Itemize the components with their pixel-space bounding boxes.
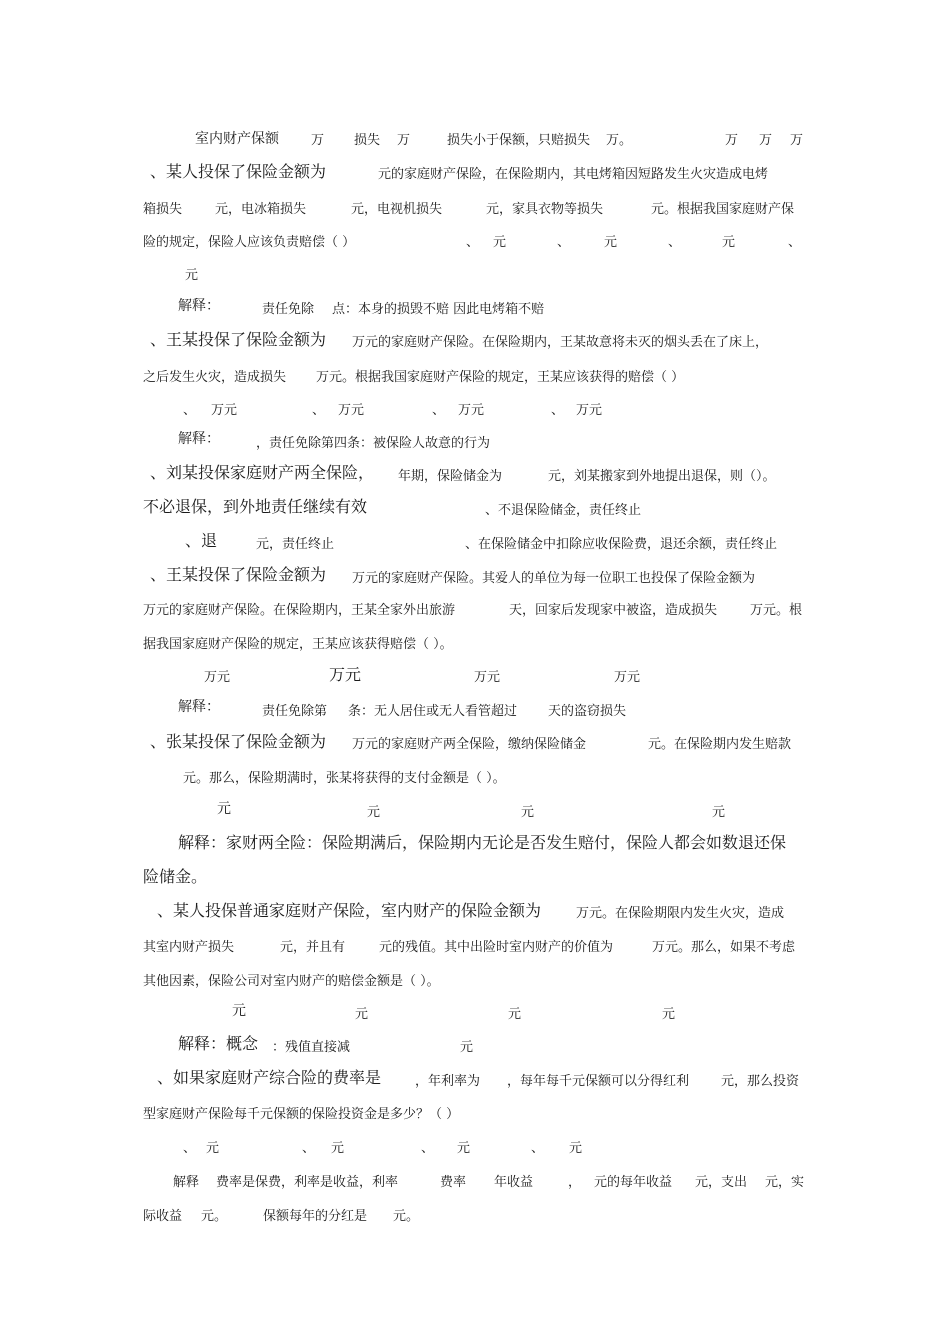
option-marker: 、 bbox=[551, 403, 565, 418]
option-text: 元 bbox=[206, 1141, 220, 1156]
doc-text: 元。那么，保险期满时，张某将获得的支付金额是（ ）。 bbox=[183, 771, 506, 786]
doc-text: 元，电视机损失 bbox=[351, 202, 443, 217]
doc-text: 元的每年收益 bbox=[594, 1175, 673, 1190]
doc-text: 责任免除 bbox=[262, 302, 315, 317]
option-text: 万元 bbox=[204, 670, 231, 685]
question-heading: 、刘某投保家庭财产两全保险， bbox=[150, 463, 375, 482]
question-heading: 、张某投保了保险金额为 bbox=[150, 732, 327, 751]
doc-text: 万。 bbox=[606, 133, 633, 148]
doc-text: 元。根据我国家庭财产保 bbox=[651, 202, 795, 217]
doc-text: 万 bbox=[397, 133, 411, 148]
doc-text: 万元的家庭财产保险。其爱人的单位为每一位职工也投保了保险金额为 bbox=[352, 571, 756, 586]
question-heading: 、如果家庭财产综合险的费率是 bbox=[157, 1068, 382, 1087]
option-text: 、退 bbox=[185, 531, 218, 550]
doc-text: 元 bbox=[460, 1040, 474, 1055]
doc-text: 据我国家庭财产保险的规定，王某应该获得赔偿（ ）。 bbox=[143, 637, 453, 652]
doc-text: 天的盗窃损失 bbox=[548, 704, 627, 719]
doc-text: ，责任免除第四条：被保险人故意的行为 bbox=[256, 436, 491, 451]
doc-text: 万 bbox=[311, 133, 325, 148]
doc-text: 其他因素，保险公司对室内财产的赔偿金额是（ ）。 bbox=[143, 974, 440, 989]
doc-text: 万元的家庭财产保险。在保险期内，王某故意将未灭的烟头丢在了床上， bbox=[352, 335, 769, 350]
doc-text: 费率 bbox=[440, 1175, 467, 1190]
option-text: 万元 bbox=[458, 403, 485, 418]
question-heading: 、王某投保了保险金额为 bbox=[150, 565, 327, 584]
doc-text: ，年利率为 bbox=[415, 1074, 481, 1089]
doc-text: ，每年每千元保额可以分得红利 bbox=[507, 1074, 690, 1089]
doc-text: 万元。在保险期限内发生火灾，造成 bbox=[576, 906, 785, 921]
doc-text: 之后发生火灾，造成损失 bbox=[143, 370, 287, 385]
doc-text: 万元。那么，如果不考虑 bbox=[652, 940, 796, 955]
doc-text: 元，那么投资 bbox=[721, 1074, 800, 1089]
doc-text: 条：无人居住或无人看管超过 bbox=[348, 704, 518, 719]
doc-text: 万 bbox=[725, 133, 739, 148]
option-text: 万元 bbox=[329, 665, 362, 684]
doc-text: 万元的家庭财产保险。在保险期内，王某全家外出旅游 bbox=[143, 603, 456, 618]
option-text: 元 bbox=[232, 1003, 246, 1019]
option-text: 万元 bbox=[211, 403, 238, 418]
doc-text: 元，支出 bbox=[695, 1175, 748, 1190]
option-marker: 、 bbox=[788, 235, 802, 250]
doc-text: 保额每年的分红是 bbox=[263, 1209, 368, 1224]
explanation-label: 解释： bbox=[178, 298, 220, 314]
doc-text: 元，刘某搬家到外地提出退保，则（）。 bbox=[548, 469, 776, 484]
option-text: 万元 bbox=[474, 670, 501, 685]
option-text: 万元 bbox=[614, 670, 641, 685]
option-text: 元 bbox=[604, 235, 618, 250]
option-text: 元 bbox=[457, 1141, 471, 1156]
doc-text: 元。 bbox=[393, 1209, 420, 1224]
explanation-label: 解释 bbox=[173, 1175, 200, 1190]
option-marker: 、 bbox=[432, 403, 446, 418]
doc-text: 元的家庭财产保险，在保险期内，其电烤箱因短路发生火灾造成电烤 bbox=[378, 167, 769, 182]
explanation-label: 解释： bbox=[178, 431, 220, 447]
option-text: 元 bbox=[508, 1007, 522, 1022]
option-text: 万元 bbox=[576, 403, 603, 418]
doc-text: ：残值直接减 bbox=[272, 1040, 351, 1055]
doc-text: 元的残值。其中出险时室内财产的价值为 bbox=[379, 940, 614, 955]
option-text: 不必退保，到外地责任继续有效 bbox=[143, 497, 368, 516]
option-marker: 、 bbox=[421, 1141, 435, 1156]
option-marker: 、 bbox=[183, 1141, 197, 1156]
doc-text: 型家庭财产保险每千元保额的保险投资金是多少？（ ） bbox=[143, 1107, 460, 1122]
option-text: 元 bbox=[355, 1007, 369, 1022]
option-text: 元 bbox=[185, 268, 199, 283]
option-marker: 、 bbox=[466, 235, 480, 250]
doc-text: 万元的家庭财产两全保险，缴纳保险储金 bbox=[352, 737, 587, 752]
doc-text: 际收益 bbox=[143, 1209, 183, 1224]
doc-text: 元，实 bbox=[765, 1175, 805, 1190]
doc-text: 损失 bbox=[354, 133, 381, 148]
doc-text: 箱损失 bbox=[143, 202, 183, 217]
option-text: 、不退保险储金，责任终止 bbox=[485, 503, 642, 518]
question-heading: 、某人投保普通家庭财产保险，室内财产的保险金额为 bbox=[157, 901, 542, 920]
option-text: 元，责任终止 bbox=[256, 537, 335, 552]
explanation-label: 解释：概念 bbox=[178, 1034, 259, 1053]
option-marker: 、 bbox=[302, 1141, 316, 1156]
option-marker: 、 bbox=[183, 403, 197, 418]
doc-text: 天，回家后发现家中被盗，造成损失 bbox=[509, 603, 718, 618]
option-text: 元 bbox=[217, 801, 231, 817]
option-text: 、在保险储金中扣除应收保险费，退还余额，责任终止 bbox=[465, 537, 778, 552]
explanation-text: 险储金。 bbox=[143, 867, 208, 886]
question-heading: 、某人投保了保险金额为 bbox=[150, 162, 327, 181]
option-marker: 、 bbox=[557, 235, 571, 250]
doc-text: 元，电冰箱损失 bbox=[215, 202, 307, 217]
doc-text: ， bbox=[568, 1175, 582, 1190]
option-text: 元 bbox=[331, 1141, 345, 1156]
doc-text: 年收益 bbox=[494, 1175, 534, 1190]
option-marker: 、 bbox=[668, 235, 682, 250]
option-text: 元 bbox=[722, 235, 736, 250]
doc-text: 元。 bbox=[201, 1209, 228, 1224]
doc-text: 元，家具衣物等损失 bbox=[486, 202, 604, 217]
doc-text: 万元。根据我国家庭财产保险的规定，王某应该获得的赔偿（ ） bbox=[316, 370, 685, 385]
doc-text: 其室内财产损失 bbox=[143, 940, 235, 955]
explanation-label: 解释： bbox=[178, 699, 220, 715]
doc-text: 险的规定，保险人应该负责赔偿（ ） bbox=[143, 235, 356, 250]
doc-text: 室内财产保额 bbox=[195, 131, 279, 147]
option-text: 元 bbox=[367, 805, 381, 820]
doc-text: 元。在保险期内发生赔款 bbox=[648, 737, 792, 752]
explanation-text: 解释：家财两全险：保险期满后，保险期内无论是否发生赔付，保险人都会如数退还保 bbox=[178, 833, 787, 852]
option-text: 元 bbox=[712, 805, 726, 820]
doc-text: 年期，保险储金为 bbox=[398, 469, 503, 484]
option-text: 元 bbox=[521, 805, 535, 820]
question-heading: 、王某投保了保险金额为 bbox=[150, 330, 327, 349]
doc-text: 费率是保费，利率是收益，利率 bbox=[216, 1175, 399, 1190]
option-text: 元 bbox=[569, 1141, 583, 1156]
option-marker: 、 bbox=[312, 403, 326, 418]
option-text: 元 bbox=[662, 1007, 676, 1022]
doc-text: 损失小于保额，只赔损失 bbox=[447, 133, 591, 148]
doc-text: 万元。根 bbox=[750, 603, 803, 618]
option-marker: 、 bbox=[531, 1141, 545, 1156]
option-text: 元 bbox=[493, 235, 507, 250]
option-text: 万元 bbox=[338, 403, 365, 418]
doc-text: 万 bbox=[790, 133, 804, 148]
doc-text: 万 bbox=[759, 133, 773, 148]
doc-text: 元，并且有 bbox=[280, 940, 346, 955]
doc-text: 点：本身的损毁不赔 因此电烤箱不赔 bbox=[332, 302, 545, 317]
doc-text: 责任免除第 bbox=[262, 704, 328, 719]
